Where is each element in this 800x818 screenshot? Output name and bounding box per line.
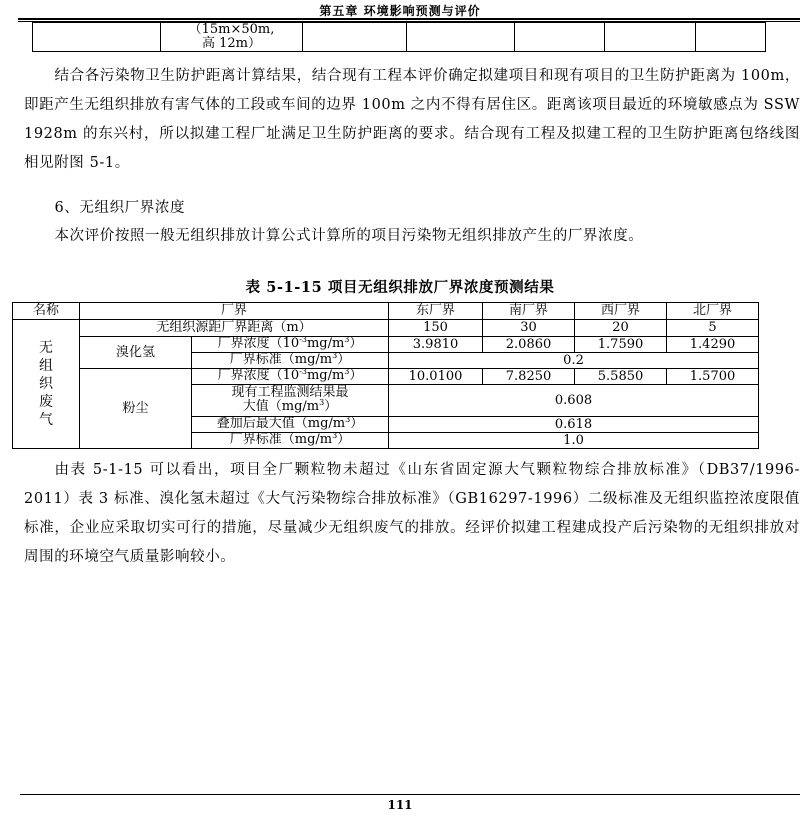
- distance-south: 30: [483, 320, 575, 337]
- dust-east: 10.0100: [389, 369, 483, 385]
- monitor-value: 0.608: [389, 385, 759, 417]
- page-header: 第五章 环境影响预测与评价: [319, 4, 481, 18]
- std-label: 厂界标准$(mg/m^3)$: [192, 353, 389, 369]
- header-rule: [18, 18, 800, 20]
- hbr-north: 1.4290: [667, 337, 759, 353]
- distance-west: 20: [575, 320, 667, 337]
- std-label: 厂界标准$(mg/m^3)$: [192, 433, 389, 449]
- distance-north: 5: [667, 320, 759, 337]
- footer-rule: [20, 794, 800, 795]
- table-caption: 表 5-1-15 项目无组织排放厂界浓度预测结果: [245, 279, 555, 296]
- category-label: 无组织废气: [39, 340, 53, 428]
- size-line1: （15m×50m,: [188, 22, 275, 37]
- dust-north: 1.5700: [667, 369, 759, 385]
- paragraph-protection-distance: 结合各污染物卫生防护距离计算结果，结合现有工程本评价确定拟建项目和现有项目的卫生防护距离为 100m，即距产生无组织排放有害气体的工段或车间的边界 100m 之内不得有居住区。距离该项目最近的环境敏感点为 SSW 1928m 的东兴村，所以拟建工程厂址满足卫生防护距离的要求。结合现有工程及拟建工程的卫生防护距离包络线图相见附图 5-1。: [24, 68, 800, 171]
- category-cell: [13, 320, 80, 449]
- table-cell: [696, 23, 766, 52]
- size-line2: 高 12m）: [201, 36, 261, 51]
- pollutant-hbr: 溴化氢: [80, 337, 192, 369]
- table-cell: [303, 23, 407, 52]
- header-south: 南厂界: [483, 303, 575, 320]
- superposed-label: 叠加后最大值$(mg/m^3)$: [192, 417, 389, 433]
- dust-south: 7.8250: [483, 369, 575, 385]
- header-east: 东厂界: [389, 303, 483, 320]
- conc-label: 厂界浓度$(10^{-3}mg/m^3)$: [192, 337, 389, 353]
- continued-table: [32, 22, 766, 52]
- distance-east: 150: [389, 320, 483, 337]
- dust-west: 5.5850: [575, 369, 667, 385]
- hbr-south: 2.0860: [483, 337, 575, 353]
- section-heading: 6、无组织厂界浓度: [54, 200, 186, 216]
- monitor-label: 现有工程监测结果最 大值$(mg/m^3)$: [192, 385, 389, 417]
- pollutant-dust: 粉尘: [80, 369, 192, 449]
- hbr-west: 1.7590: [575, 337, 667, 353]
- conc-label: 厂界浓度$(10^{-3}mg/m^3)$: [192, 369, 389, 385]
- table-cell: [605, 23, 696, 52]
- dust-standard: 1.0: [389, 433, 759, 449]
- page-number: 111: [387, 798, 413, 812]
- header-boundary: 厂界: [80, 303, 389, 320]
- table-cell: [33, 23, 161, 52]
- paragraph-intro: 本次评价按照一般无组织排放计算公式计算所的项目污染物无组织排放产生的厂界浓度。: [54, 228, 644, 244]
- table-cell: [407, 23, 515, 52]
- header-west: 西厂界: [575, 303, 667, 320]
- paragraph-conclusion: 由表 5-1-15 可以看出，项目全厂颗粒物未超过《山东省固定源大气颗粒物综合排放标准》（DB37/1996-2011）表 3 标准、溴化氢未超过《大气污染物综合排放标准》（GB16297-1996）二级标准及无组织监控浓度限值标准，企业应采取切实可行的措施，尽量减少无组织废气的排放。经评价拟建工程建成投产后污染物的无组织排放对周围的环境空气质量影响较小。: [24, 462, 800, 565]
- table-cell-size: [161, 23, 303, 52]
- header-north: 北厂界: [667, 303, 759, 320]
- distance-label: 无组织源距厂界距离（m）: [80, 320, 389, 337]
- superposed-value: 0.618: [389, 417, 759, 433]
- header-name: 名称: [13, 303, 80, 320]
- concentration-table: [12, 302, 759, 449]
- table-cell: [515, 23, 605, 52]
- hbr-standard: 0.2: [389, 353, 759, 369]
- hbr-east: 3.9810: [389, 337, 483, 353]
